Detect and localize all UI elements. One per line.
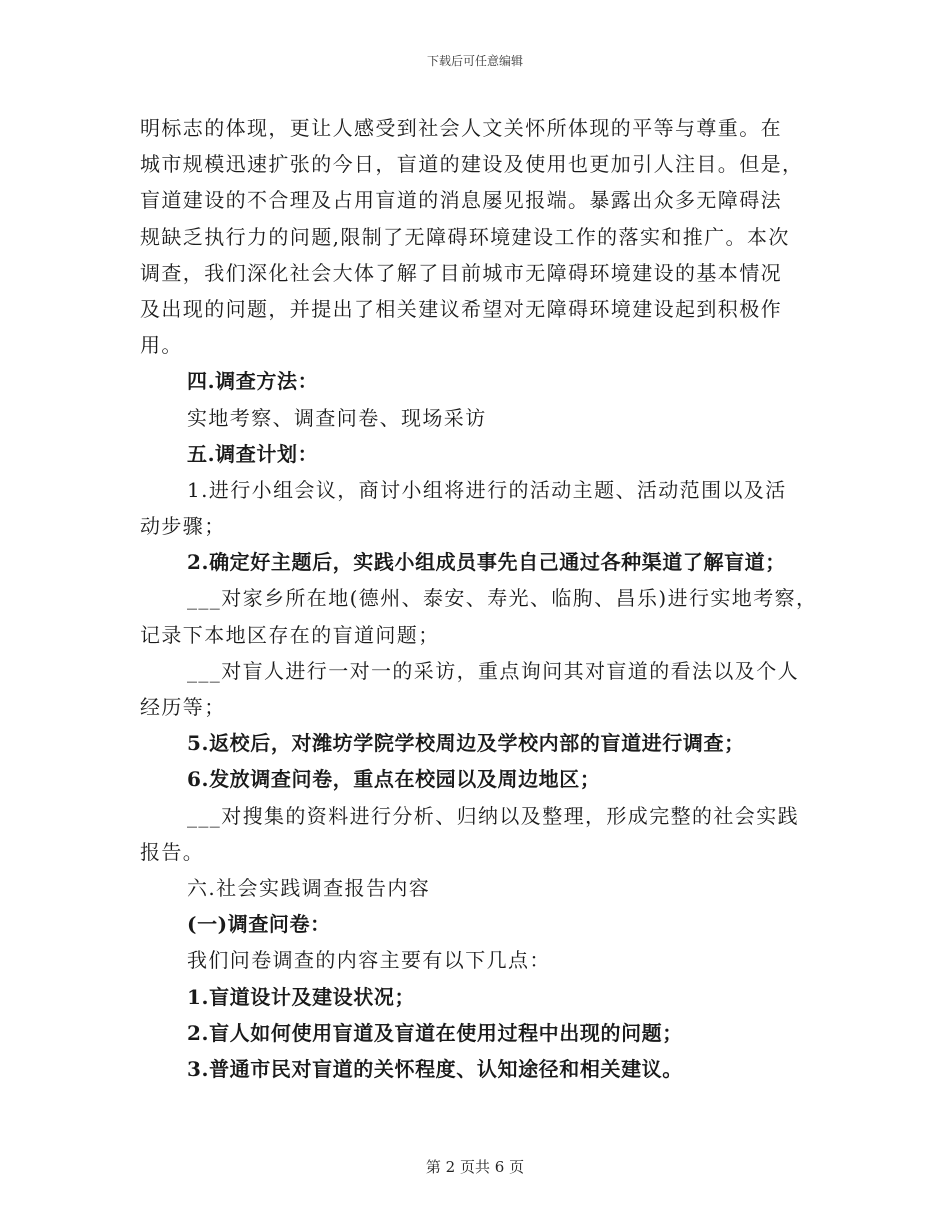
body-line: 明标志的体现，更让人感受到社会人文关怀所体现的平等与尊重。在 [140, 116, 782, 140]
body-line: 报告。 [140, 839, 205, 864]
list-item: ___对盲人进行一对一的采访，重点询问其对盲道的看法以及个人 [187, 658, 799, 683]
list-item: 6.发放调查问卷，重点在校园以及周边地区； [187, 767, 601, 792]
body-line: 用。 [140, 333, 183, 358]
body-line: 动步骤； [140, 514, 226, 539]
section-heading-survey-method: 四.调查方法： [187, 369, 319, 394]
body-line: 实地考察、调查问卷、现场采访 [187, 405, 487, 430]
list-item: 2.确定好主题后，实践小组成员事先自己通过各种渠道了解盲道； [187, 550, 786, 575]
body-line: 规缺乏执行力的问题,限制了无障碍环境建设工作的落实和推广。本次 [140, 224, 790, 249]
list-item: ___对家乡所在地(德州、泰安、寿光、临朐、昌乐)进行实地考察， [187, 586, 818, 611]
body-line: 城市规模迅速扩张的今日，盲道的建设及使用也更加引人注目。但是， [140, 152, 804, 177]
body-line: 经历等； [140, 695, 226, 719]
list-item: 5.返校后，对潍坊学院学校周边及学校内部的盲道进行调查； [187, 731, 745, 756]
list-item: ___对搜集的资料进行分析、归纳以及整理，形成完整的社会实践 [187, 803, 799, 828]
body-line: 我们问卷调查的内容主要有以下几点： [187, 948, 551, 973]
section-heading-survey-plan: 五.调查计划： [187, 441, 319, 466]
list-item: 3.普通市民对盲道的关怀程度、认知途径和相关建议。 [187, 1056, 683, 1081]
body-line: 及出现的问题，并提出了相关建议希望对无障碍环境建设起到积极作 [140, 296, 782, 321]
list-item: 1.进行小组会议，商讨小组将进行的活动主题、活动范围以及活 [187, 477, 787, 502]
subsection-heading-questionnaire: (一)调查问卷： [187, 912, 331, 937]
body-line: 记录下本地区存在的盲道问题； [140, 622, 440, 647]
body-line: 盲道建设的不合理及占用盲道的消息屡见报端。暴露出众多无障碍法 [140, 188, 782, 213]
body-line: 调查，我们深化社会大体了解了目前城市无障碍环境建设的基本情况 [140, 260, 782, 285]
section-heading-report-content: 六.社会实践调查报告内容 [187, 875, 431, 900]
list-item: 1.盲道设计及建设状况； [187, 984, 416, 1009]
list-item: 2.盲人如何使用盲道及盲道在使用过程中出现的问题； [187, 1020, 683, 1045]
document-body [140, 110, 820, 1087]
page-footer: 第 2 页共 6 页 [425, 1158, 525, 1176]
page-header: 下载后可任意编辑 [426, 54, 523, 68]
